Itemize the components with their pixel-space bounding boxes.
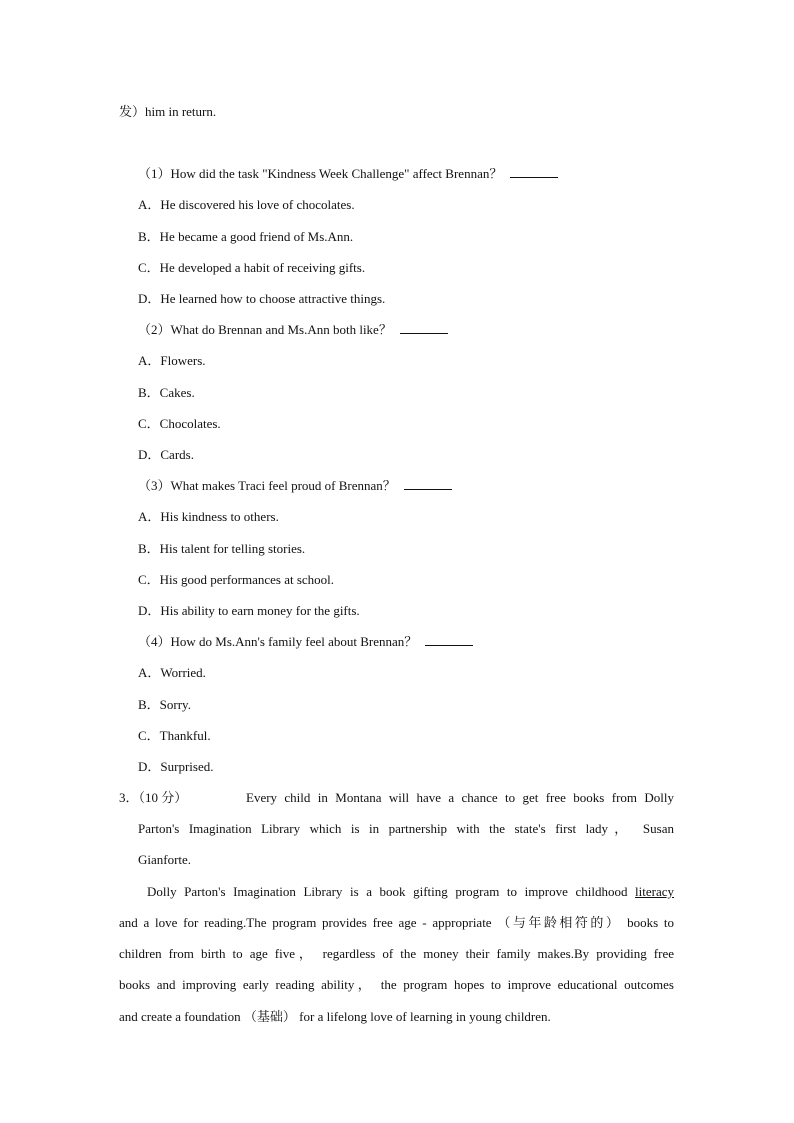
question-stem-text: （1）How did the task "Kindness Week Challenge" affect Brennan？: [138, 166, 503, 181]
option-c[interactable]: C．His good performances at school.: [138, 572, 335, 587]
answer-blank[interactable]: [510, 167, 558, 178]
section-3-intro-line-1: Every child in Montana will have a chance to get free books from Dolly: [246, 790, 674, 805]
option-a[interactable]: A．He discovered his love of chocolates.: [138, 197, 355, 212]
passage-line-4: books and improving early reading ability， the program hopes to improve educational outcomes: [119, 977, 674, 992]
question-stem-text: （4）How do Ms.Ann's family feel about Brennan？: [138, 634, 418, 649]
passage-text: books to: [621, 915, 674, 930]
passage-line-1: [147, 884, 674, 900]
continuation-line: 发）him in return.: [119, 104, 217, 119]
question-2-stem: [138, 322, 448, 338]
answer-blank[interactable]: [404, 479, 452, 490]
option-c[interactable]: C．He developed a habit of receiving gifts.: [138, 260, 366, 275]
passage-line-5: [119, 1009, 551, 1025]
passage-text: for a lifelong love of learning in young children.: [295, 1009, 551, 1024]
question-stem-text: （3）What makes Traci feel proud of Brennan？: [138, 478, 396, 493]
answer-blank[interactable]: [425, 635, 473, 646]
option-b[interactable]: B．Cakes.: [138, 385, 195, 400]
option-c[interactable]: C．Thankful.: [138, 728, 211, 743]
option-d[interactable]: D．Surprised.: [138, 759, 214, 774]
option-b[interactable]: B．Sorry.: [138, 697, 191, 712]
gloss-annotation: （与年龄相符的）: [497, 915, 622, 930]
option-a[interactable]: A．His kindness to others.: [138, 509, 279, 524]
question-1-stem: [138, 166, 558, 182]
option-a[interactable]: A．Worried.: [138, 665, 206, 680]
passage-line-3: children from birth to age five， regardless of the money their family makes.By providing free: [119, 946, 674, 961]
option-a[interactable]: A．Flowers.: [138, 353, 206, 368]
section-3-intro-line-3: Gianforte.: [138, 852, 192, 867]
passage-text: and a love for reading.The program provides free age - appropriate: [119, 915, 498, 930]
passage-line-2: [119, 915, 674, 931]
question-4-stem: [138, 634, 473, 650]
passage-text: and create a foundation: [119, 1009, 244, 1024]
section-3-intro-line-2: Parton's Imagination Library which is in partnership with the state's first lady， Susan: [138, 821, 674, 836]
option-d[interactable]: D．His ability to earn money for the gifts.: [138, 603, 360, 618]
question-3-stem: [138, 478, 452, 494]
answer-blank[interactable]: [400, 323, 448, 334]
option-c[interactable]: C．Chocolates.: [138, 416, 221, 431]
option-d[interactable]: D．Cards.: [138, 447, 194, 462]
passage-text: Dolly Parton's Imagination Library is a book gifting program to improve childhood: [147, 884, 636, 899]
question-stem-text: （2）What do Brennan and Ms.Ann both like？: [138, 322, 392, 337]
option-b[interactable]: B．His talent for telling stories.: [138, 541, 306, 556]
underlined-word: literacy: [635, 884, 674, 899]
option-b[interactable]: B．He became a good friend of Ms.Ann.: [138, 229, 354, 244]
section-3-number: 3．（10 分）: [119, 790, 188, 805]
gloss-annotation: （基础）: [243, 1009, 296, 1024]
option-d[interactable]: D．He learned how to choose attractive things.: [138, 291, 386, 306]
